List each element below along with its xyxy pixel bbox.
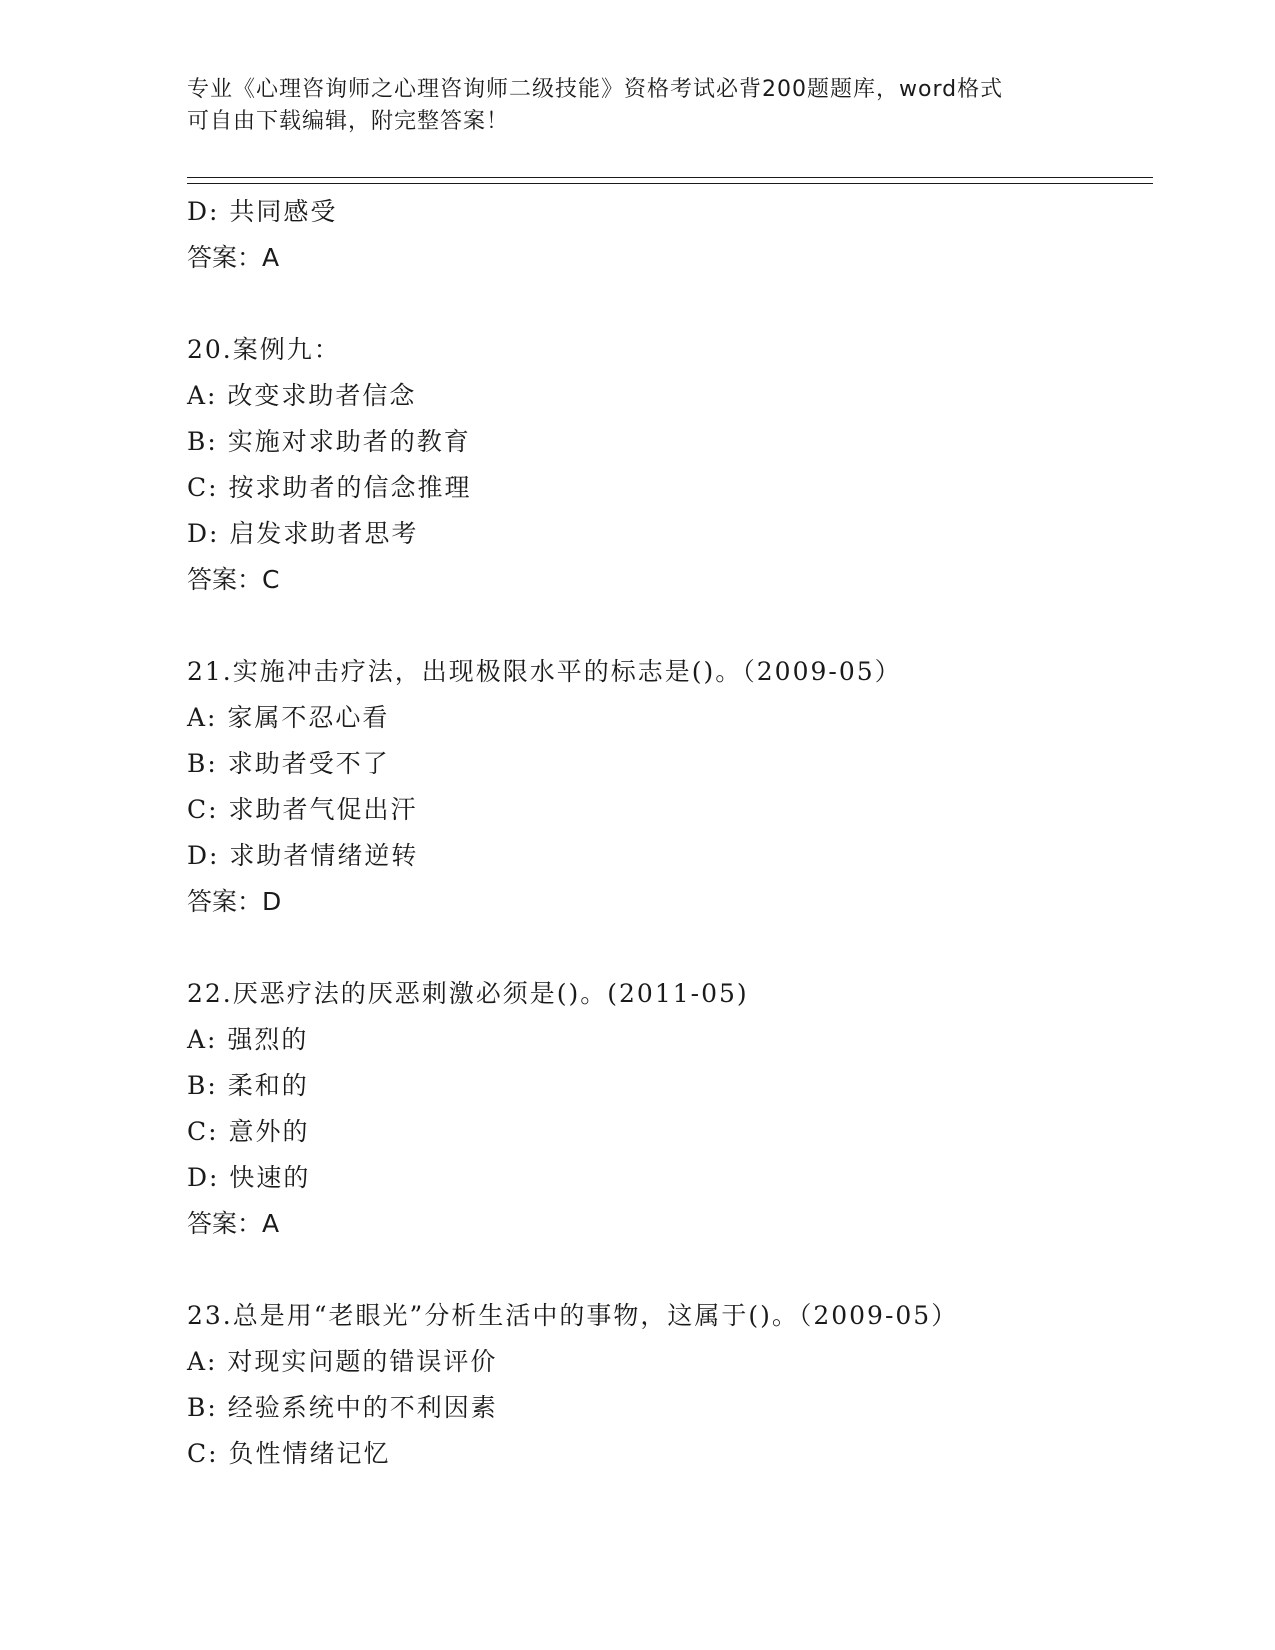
option-line: C: 负性情绪记忆 [187, 1439, 391, 1468]
header-line-1: 专业《心理咨询师之心理咨询师二级技能》资格考试必背200题题库，word格式 [187, 77, 1004, 102]
option-line: B: 实施对求助者的教育 [187, 427, 471, 456]
option-line: C: 意外的 [187, 1117, 310, 1146]
option-line: A: 家属不忍心看 [187, 703, 390, 732]
option-line: B: 经验系统中的不利因素 [187, 1393, 498, 1422]
answer-line: 答案：A [187, 1209, 280, 1238]
question-spacer [187, 281, 1153, 327]
option-line: D: 共同感受 [187, 197, 338, 226]
question-stem: 20.案例九： [187, 335, 341, 364]
header-line-2: 可自由下载编辑，附完整答案！ [187, 109, 510, 134]
option-line: B: 求助者受不了 [187, 749, 390, 778]
question-spacer [187, 1247, 1153, 1293]
question-list [187, 189, 1153, 1477]
question-stem: 23.总是用“老眼光”分析生活中的事物，这属于()。（2009-05） [187, 1301, 959, 1330]
question-spacer [187, 925, 1153, 971]
question-stem: 22.厌恶疗法的厌恶刺激必须是()。(2011-05) [187, 979, 749, 1008]
answer-line: 答案：C [187, 565, 280, 594]
header-divider-bottom [187, 183, 1153, 184]
option-line: D: 启发求助者思考 [187, 519, 419, 548]
option-line: A: 对现实问题的错误评价 [187, 1347, 498, 1376]
question-stem: 21.实施冲击疗法，出现极限水平的标志是()。（2009-05） [187, 657, 902, 686]
option-line: A: 强烈的 [187, 1025, 309, 1054]
document-header [187, 74, 1067, 138]
option-line: C: 求助者气促出汗 [187, 795, 418, 824]
answer-line: 答案：D [187, 887, 282, 916]
answer-line: 答案：A [187, 243, 280, 272]
option-line: B: 柔和的 [187, 1071, 309, 1100]
option-line: D: 快速的 [187, 1163, 311, 1192]
question-spacer [187, 603, 1153, 649]
option-line: C: 按求助者的信念推理 [187, 473, 472, 502]
option-line: D: 求助者情绪逆转 [187, 841, 419, 870]
option-line: A: 改变求助者信念 [187, 381, 417, 410]
header-divider-top [187, 177, 1153, 178]
